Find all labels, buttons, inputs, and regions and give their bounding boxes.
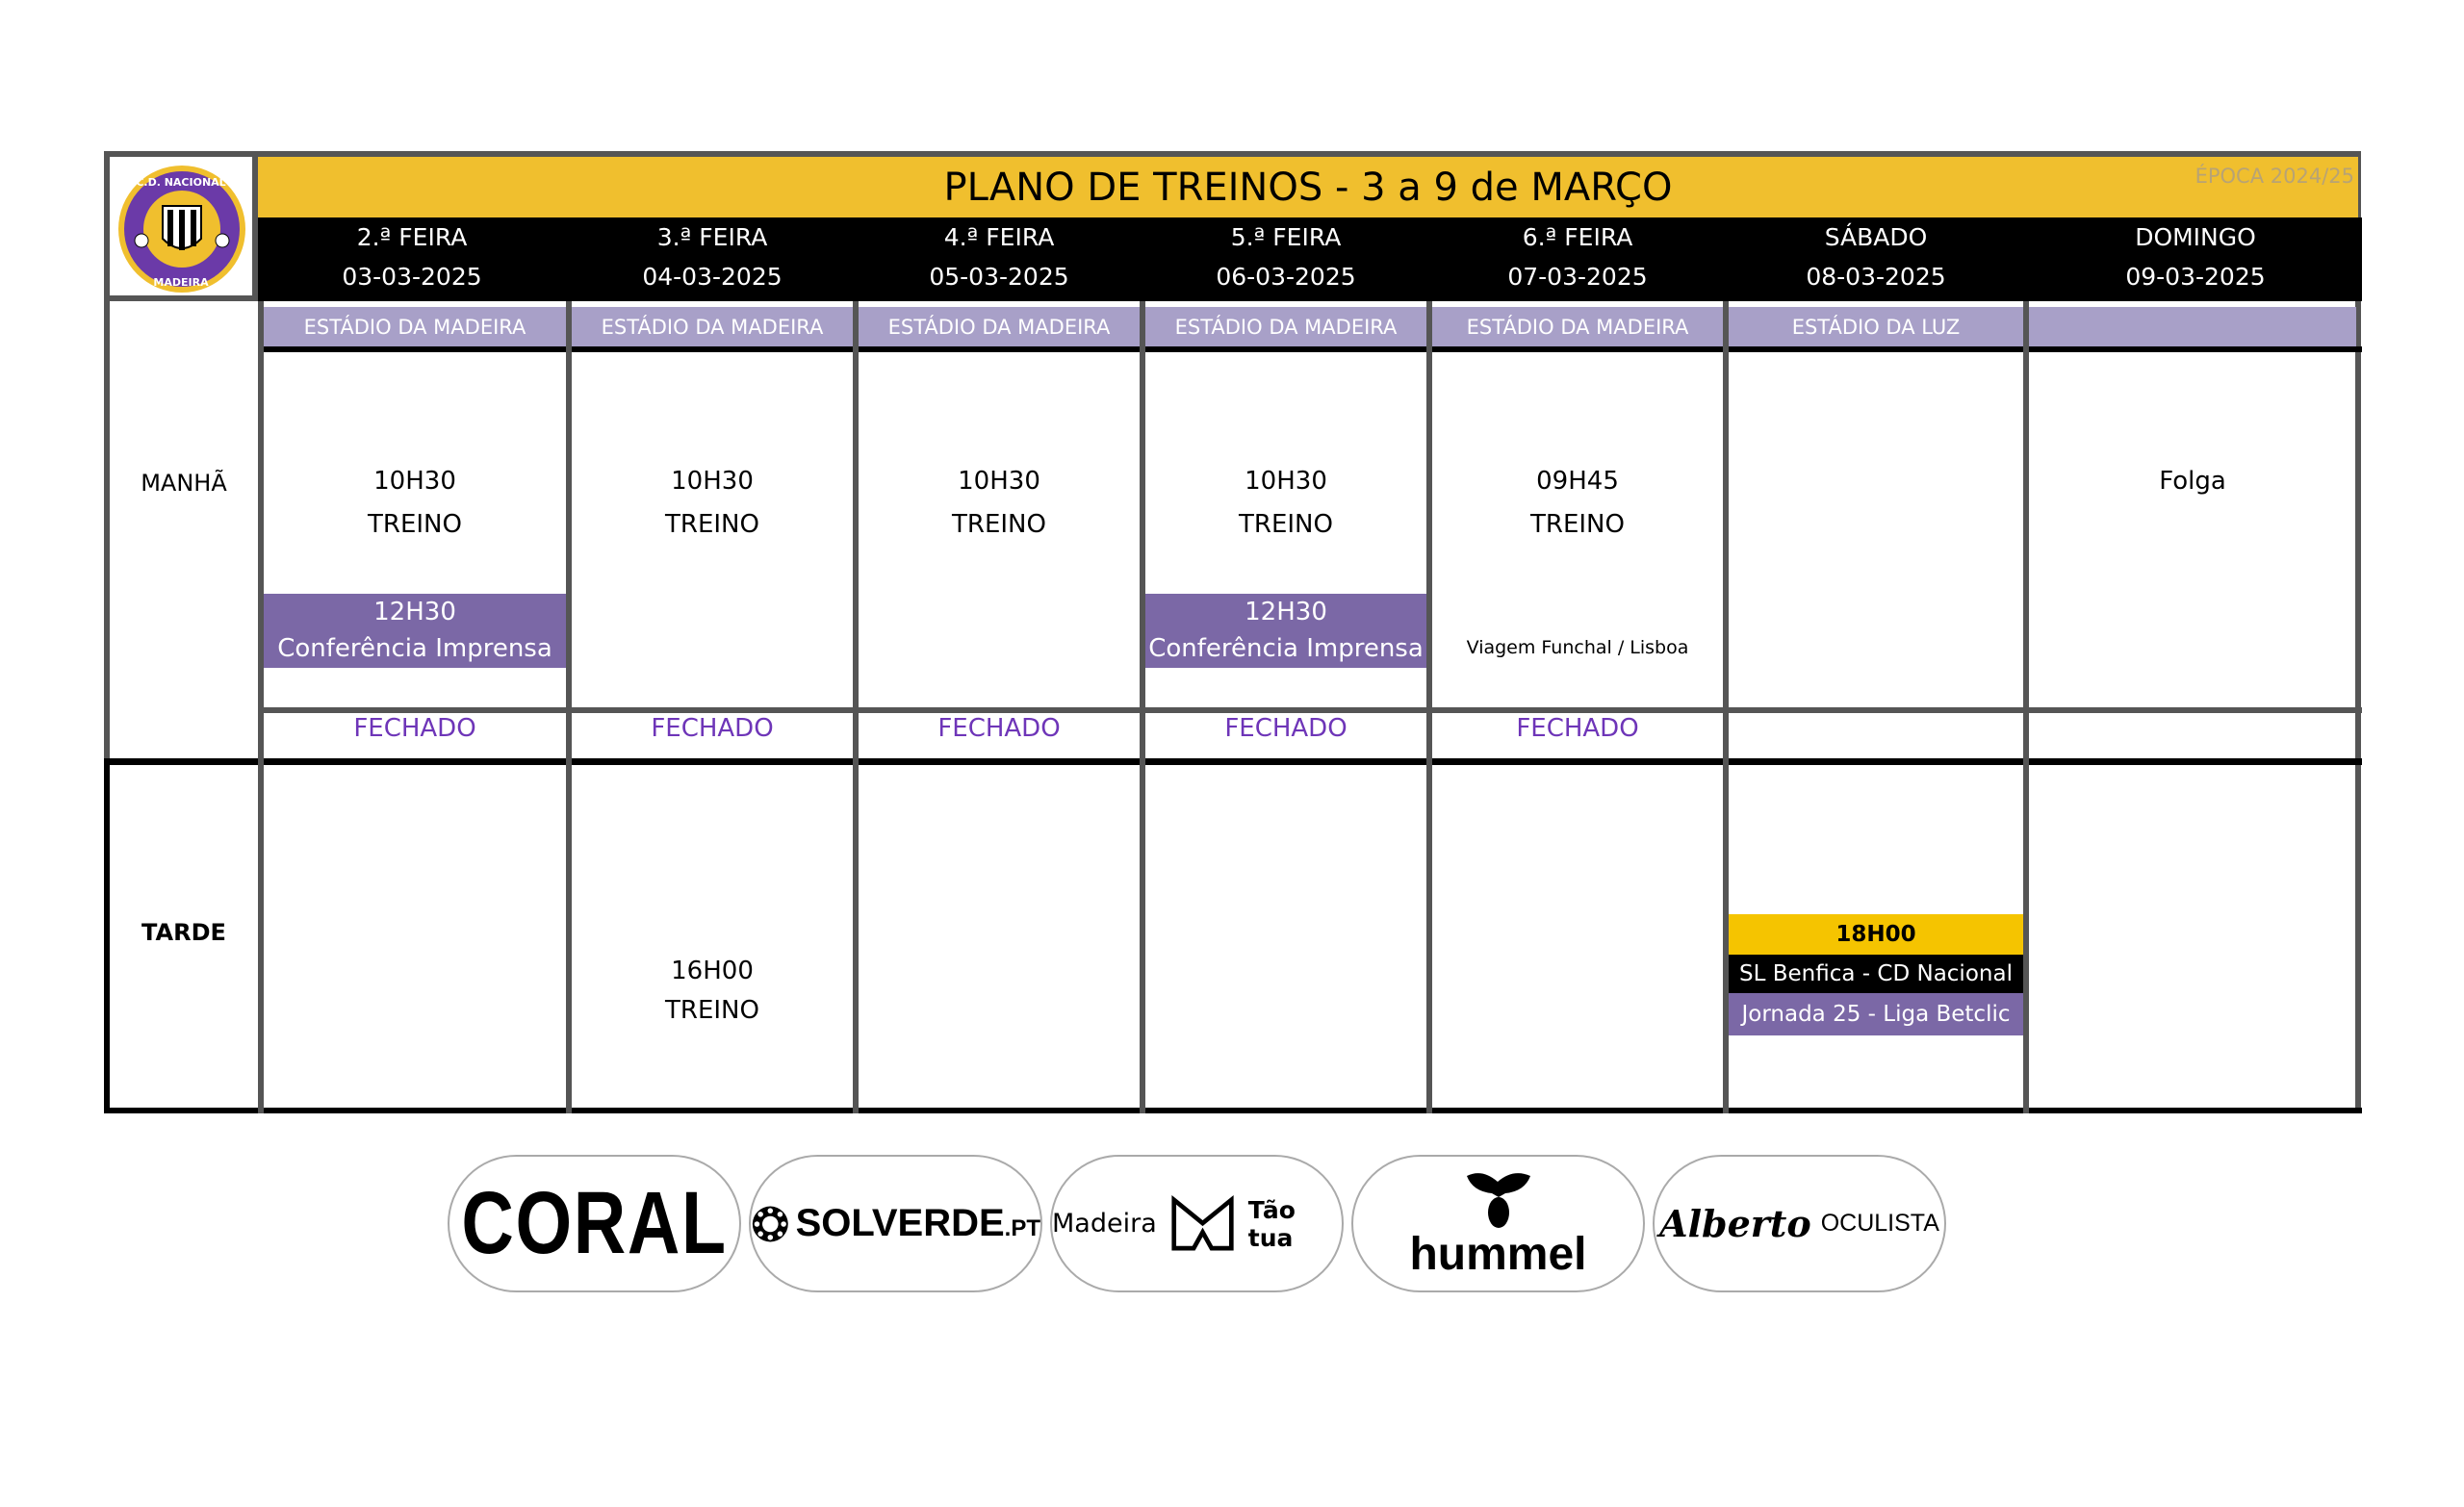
venue-sun bbox=[2029, 307, 2356, 346]
status-mon: FECHADO bbox=[353, 714, 476, 743]
grid-line bbox=[1426, 301, 1432, 1113]
sponsor-alberto-suffix: OCULISTA bbox=[1820, 1210, 1939, 1237]
sponsor-solverde bbox=[749, 1155, 1042, 1292]
afternoon-tue-session bbox=[572, 952, 853, 1031]
day-header-thu bbox=[1145, 217, 1426, 301]
status-fri: FECHADO bbox=[1516, 714, 1639, 743]
session-time: 09H45 bbox=[1536, 467, 1619, 496]
sponsor-coral-wordmark: CORAL bbox=[461, 1174, 728, 1272]
day-name: DOMINGO bbox=[2135, 223, 2256, 251]
grid-line bbox=[258, 346, 2362, 352]
period-label-afternoon: TARDE bbox=[141, 919, 226, 946]
sponsor-coral bbox=[448, 1155, 741, 1292]
morning-wed-session bbox=[859, 460, 1140, 547]
press-label: Conferência Imprensa bbox=[1148, 634, 1424, 663]
day-header-sat bbox=[1729, 217, 2023, 301]
day-header-tue bbox=[572, 217, 853, 301]
press-conference-thu bbox=[1145, 594, 1426, 668]
day-name: 4.ª FEIRA bbox=[943, 223, 1055, 251]
sponsor-solverde-wordmark: SOLVERDE bbox=[795, 1202, 1005, 1244]
press-label: Conferência Imprensa bbox=[277, 634, 552, 663]
logo-ring-bottom: MADEIRA bbox=[153, 276, 209, 289]
grid-line bbox=[2023, 301, 2029, 1113]
session-activity: TREINO bbox=[952, 510, 1046, 539]
venue-thu: ESTÁDIO DA MADEIRA bbox=[1145, 307, 1426, 346]
day-date: 09-03-2025 bbox=[2125, 263, 2266, 291]
madeira-m-icon bbox=[1170, 1194, 1235, 1254]
sun-icon bbox=[751, 1203, 790, 1245]
venue-sat: ESTÁDIO DA LUZ bbox=[1729, 307, 2023, 346]
session-time: 10H30 bbox=[671, 467, 754, 496]
day-name: 3.ª FEIRA bbox=[656, 223, 768, 251]
day-date: 06-03-2025 bbox=[1216, 263, 1356, 291]
sponsor-madeira-wordmark: Madeira bbox=[1052, 1209, 1157, 1239]
morning-tue-session bbox=[572, 460, 853, 547]
day-name: SÁBADO bbox=[1824, 223, 1928, 251]
day-name: 5.ª FEIRA bbox=[1230, 223, 1342, 251]
logo-ring-top: C.D. NACIONAL bbox=[136, 176, 226, 189]
session-time: 10H30 bbox=[958, 467, 1040, 496]
match-round: Jornada 25 - Liga Betclic bbox=[1729, 993, 2023, 1035]
day-header-mon bbox=[258, 217, 566, 301]
grid-line bbox=[258, 301, 264, 1113]
sponsor-hummel bbox=[1351, 1155, 1645, 1292]
period-label-morning: MANHÃ bbox=[141, 470, 227, 497]
day-header-sun bbox=[2029, 217, 2362, 301]
day-name: 2.ª FEIRA bbox=[356, 223, 468, 251]
sponsor-madeira-tagline: Tão tua bbox=[1247, 1195, 1296, 1252]
venue-wed: ESTÁDIO DA MADEIRA bbox=[859, 307, 1140, 346]
day-date: 04-03-2025 bbox=[642, 263, 783, 291]
status-tue: FECHADO bbox=[651, 714, 774, 743]
travel-note-fri: Viagem Funchal / Lisboa bbox=[1466, 637, 1689, 658]
match-time: 18H00 bbox=[1729, 914, 2023, 955]
press-conference-mon bbox=[264, 594, 566, 668]
session-activity: TREINO bbox=[1239, 510, 1333, 539]
morning-sun-rest: Folga bbox=[2159, 467, 2226, 496]
sponsor-hummel-wordmark: hummel bbox=[1409, 1228, 1587, 1280]
status-thu: FECHADO bbox=[1224, 714, 1348, 743]
sponsor-alberto-wordmark: Alberto bbox=[1659, 1202, 1811, 1245]
session-activity: TREINO bbox=[1530, 510, 1625, 539]
day-date: 05-03-2025 bbox=[929, 263, 1069, 291]
day-name: 6.ª FEIRA bbox=[1522, 223, 1633, 251]
season-label: ÉPOCA 2024/25 bbox=[2194, 165, 2354, 188]
club-logo-cell bbox=[110, 157, 258, 301]
session-activity: TREINO bbox=[368, 510, 462, 539]
day-header-wed bbox=[859, 217, 1140, 301]
day-header-row bbox=[258, 217, 2362, 301]
day-header-fri bbox=[1432, 217, 1723, 301]
day-date: 07-03-2025 bbox=[1507, 263, 1648, 291]
day-date: 08-03-2025 bbox=[1806, 263, 1946, 291]
bee-icon bbox=[1463, 1168, 1534, 1230]
match-fixture: SL Benfica - CD Nacional bbox=[1729, 955, 2023, 993]
grid-line bbox=[1140, 301, 1145, 1113]
session-time: 10H30 bbox=[373, 467, 456, 496]
session-activity: TREINO bbox=[665, 996, 759, 1025]
session-time: 16H00 bbox=[671, 957, 754, 985]
press-time: 12H30 bbox=[373, 598, 456, 626]
sponsor-solverde-suffix: .PT bbox=[1004, 1215, 1040, 1241]
morning-fri-session bbox=[1432, 460, 1723, 547]
status-wed: FECHADO bbox=[937, 714, 1061, 743]
press-time: 12H30 bbox=[1245, 598, 1327, 626]
page-title: PLANO DE TREINOS - 3 a 9 de MARÇO bbox=[943, 165, 1673, 210]
sponsor-madeira bbox=[1050, 1155, 1344, 1292]
session-time: 10H30 bbox=[1245, 467, 1327, 496]
grid-line bbox=[258, 707, 2362, 713]
grid-line bbox=[853, 301, 859, 1113]
session-activity: TREINO bbox=[665, 510, 759, 539]
venue-tue: ESTÁDIO DA MADEIRA bbox=[572, 307, 853, 346]
venue-mon: ESTÁDIO DA MADEIRA bbox=[264, 307, 566, 346]
morning-thu-session bbox=[1145, 460, 1426, 547]
match-block-sat bbox=[1729, 914, 2023, 1035]
title-bar bbox=[258, 157, 2358, 217]
sponsor-alberto bbox=[1653, 1155, 1946, 1292]
day-date: 03-03-2025 bbox=[342, 263, 482, 291]
morning-mon-session bbox=[264, 460, 566, 547]
venue-fri: ESTÁDIO DA MADEIRA bbox=[1432, 307, 1723, 346]
